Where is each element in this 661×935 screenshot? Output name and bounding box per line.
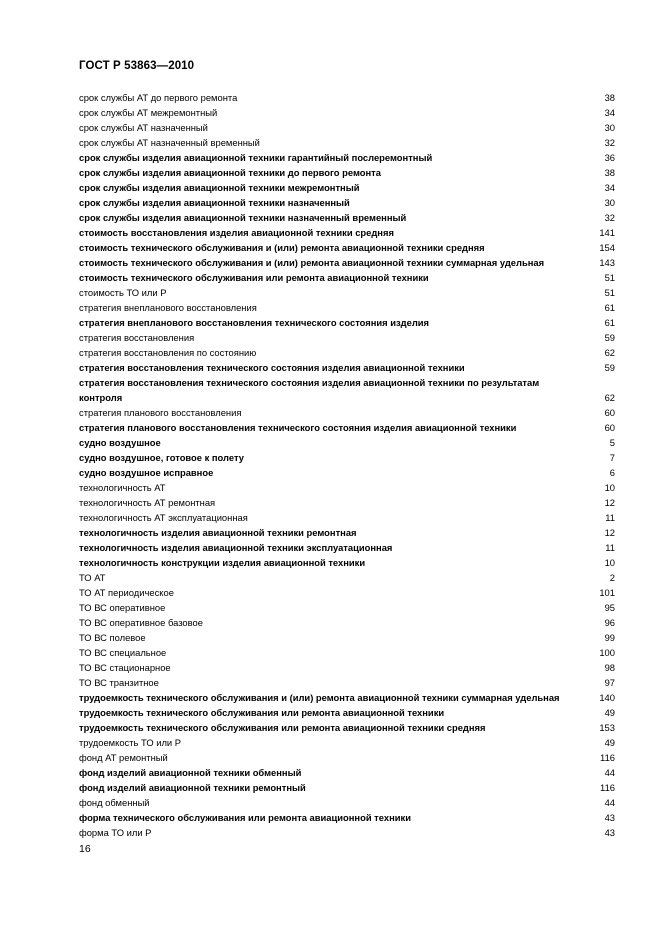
index-entry — [79, 135, 615, 150]
index-term: технологичность АТ — [79, 482, 166, 493]
index-term: форма ТО или Р — [79, 827, 152, 838]
index-page-ref: 5 — [609, 437, 615, 448]
index-term: срок службы изделия авиационной техники межремонтный — [79, 182, 360, 193]
index-term: стоимость технического обслуживания и (или) ремонта авиационной техники средняя — [79, 242, 485, 253]
index-entry — [79, 420, 615, 435]
index-page-ref: 62 — [604, 347, 615, 358]
index-list — [79, 90, 615, 840]
index-entry — [79, 165, 615, 180]
index-page-ref: 7 — [609, 452, 615, 463]
index-term: трудоемкость технического обслуживания и (или) ремонта авиационной техники суммарная удельная — [79, 692, 560, 703]
index-entry — [79, 540, 615, 555]
index-entry — [79, 735, 615, 750]
index-term: срок службы изделия авиационной техники назначенный — [79, 197, 350, 208]
index-page-ref: 36 — [604, 152, 615, 163]
index-page-ref: 153 — [599, 722, 615, 733]
index-term: ТО ВС оперативное базовое — [79, 617, 203, 628]
index-page-ref: 44 — [604, 767, 615, 778]
index-page-ref: 141 — [599, 227, 615, 238]
index-entry — [79, 285, 615, 300]
index-entry — [79, 375, 615, 405]
index-page-ref: 60 — [604, 422, 615, 433]
index-entry — [79, 240, 615, 255]
index-term: фонд изделий авиационной техники обменный — [79, 767, 302, 778]
index-term: судно воздушное исправное — [79, 467, 214, 478]
index-entry — [79, 105, 615, 120]
index-page-ref: 10 — [604, 557, 615, 568]
index-entry — [79, 765, 615, 780]
index-term: трудоемкость технического обслуживания или ремонта авиационной техники средняя — [79, 722, 486, 733]
index-term: стратегия восстановления технического состояния изделия авиационной техники по результатам контроля — [79, 377, 540, 403]
page-number: 16 — [79, 843, 91, 855]
index-entry — [79, 465, 615, 480]
index-term: фонд изделий авиационной техники ремонтный — [79, 782, 306, 793]
index-term: ТО АТ — [79, 572, 106, 583]
index-entry — [79, 660, 615, 675]
index-term: срок службы АТ назначенный временный — [79, 137, 260, 148]
index-page-ref: 97 — [604, 677, 615, 688]
index-entry — [79, 795, 615, 810]
index-page-ref: 96 — [604, 617, 615, 628]
index-term: трудоемкость технического обслуживания или ремонта авиационной техники — [79, 707, 445, 718]
index-page-ref: 101 — [599, 587, 615, 598]
index-page-ref: 6 — [609, 467, 615, 478]
index-page-ref: 10 — [604, 482, 615, 493]
index-page-ref: 51 — [604, 287, 615, 298]
index-page-ref: 12 — [604, 497, 615, 508]
index-entry — [79, 210, 615, 225]
index-page-ref: 30 — [604, 122, 615, 133]
index-page-ref: 98 — [604, 662, 615, 673]
index-entry — [79, 675, 615, 690]
index-entry — [79, 705, 615, 720]
index-page-ref: 12 — [604, 527, 615, 538]
index-page-ref: 44 — [604, 797, 615, 808]
index-entry — [79, 120, 615, 135]
index-term: стоимость технического обслуживания и (или) ремонта авиационной техники суммарная удельная — [79, 257, 545, 268]
index-page-ref: 143 — [599, 257, 615, 268]
index-term: фонд АТ ремонтный — [79, 752, 168, 763]
index-entry — [79, 180, 615, 195]
index-page-ref: 99 — [604, 632, 615, 643]
index-page-ref: 34 — [604, 182, 615, 193]
index-entry — [79, 645, 615, 660]
index-entry — [79, 195, 615, 210]
index-page-ref: 61 — [604, 302, 615, 313]
index-entry — [79, 315, 615, 330]
index-term: срок службы изделия авиационной техники гарантийный послеремонтный — [79, 152, 433, 163]
index-term: форма технического обслуживания или ремонта авиационной техники — [79, 812, 411, 823]
index-term: ТО ВС полевое — [79, 632, 146, 643]
index-page-ref: 49 — [604, 707, 615, 718]
index-entry — [79, 825, 615, 840]
index-page-ref: 34 — [604, 107, 615, 118]
index-entry — [79, 90, 615, 105]
index-page-ref: 38 — [604, 92, 615, 103]
index-entry — [79, 360, 615, 375]
index-entry — [79, 255, 615, 270]
index-term: трудоемкость ТО или Р — [79, 737, 182, 748]
index-term: технологичность изделия авиационной техники эксплуатационная — [79, 542, 393, 553]
index-term: технологичность конструкции изделия авиационной техники — [79, 557, 366, 568]
index-entry — [79, 330, 615, 345]
index-entry — [79, 555, 615, 570]
index-entry — [79, 480, 615, 495]
index-page-ref: 11 — [605, 542, 615, 553]
index-page-ref: 32 — [604, 137, 615, 148]
index-entry — [79, 150, 615, 165]
index-term: ТО ВС транзитное — [79, 677, 159, 688]
index-entry — [79, 525, 615, 540]
index-page-ref: 32 — [604, 212, 615, 223]
index-term: ТО АТ периодическое — [79, 587, 174, 598]
index-entry — [79, 810, 615, 825]
index-page-ref: 60 — [604, 407, 615, 418]
index-term: срок службы изделия авиационной техники назначенный временный — [79, 212, 407, 223]
index-term: срок службы АТ назначенный — [79, 122, 208, 133]
index-page-ref: 51 — [604, 272, 615, 283]
index-term: стоимость технического обслуживания или ремонта авиационной техники — [79, 272, 429, 283]
index-page-ref: 100 — [599, 647, 615, 658]
index-page-ref: 116 — [600, 782, 615, 793]
index-entry — [79, 750, 615, 765]
index-term: стратегия внепланового восстановления технического состояния изделия — [79, 317, 430, 328]
index-entry — [79, 300, 615, 315]
index-term: стратегия восстановления по состоянию — [79, 347, 257, 358]
document-header: ГОСТ Р 53863—2010 — [79, 60, 195, 72]
index-page-ref: 61 — [604, 317, 615, 328]
index-term: стратегия внепланового восстановления — [79, 302, 257, 313]
index-entry — [79, 585, 615, 600]
index-term: стратегия планового восстановления технического состояния изделия авиационной техники — [79, 422, 517, 433]
index-term: срок службы изделия авиационной техники до первого ремонта — [79, 167, 381, 178]
index-entry — [79, 435, 615, 450]
index-page-ref: 59 — [604, 332, 615, 343]
index-page-ref: 2 — [609, 572, 615, 583]
index-term: ТО ВС стационарное — [79, 662, 171, 673]
index-term: ТО ВС оперативное — [79, 602, 166, 613]
index-entry — [79, 615, 615, 630]
index-term: стоимость восстановления изделия авиационной техники средняя — [79, 227, 394, 238]
index-term: судно воздушное, готовое к полету — [79, 452, 245, 463]
index-term: срок службы АТ межремонтный — [79, 107, 218, 118]
index-term: ТО ВС специальное — [79, 647, 167, 658]
index-page-ref: 49 — [604, 737, 615, 748]
index-term: срок службы АТ до первого ремонта — [79, 92, 238, 103]
index-entry — [79, 720, 615, 735]
index-page-ref: 116 — [600, 752, 615, 763]
index-page-ref: 43 — [604, 827, 615, 838]
index-entry — [79, 690, 615, 705]
index-entry — [79, 495, 615, 510]
index-page-ref: 62 — [604, 392, 615, 403]
index-entry — [79, 780, 615, 795]
index-page-ref: 95 — [604, 602, 615, 613]
index-entry — [79, 570, 615, 585]
index-term: судно воздушное — [79, 437, 161, 448]
index-term: технологичность изделия авиационной техники ремонтная — [79, 527, 357, 538]
index-term: стоимость ТО или Р — [79, 287, 167, 298]
index-entry — [79, 630, 615, 645]
index-page-ref: 38 — [604, 167, 615, 178]
index-page-ref: 11 — [605, 512, 615, 523]
index-term: стратегия восстановления — [79, 332, 195, 343]
index-entry — [79, 225, 615, 240]
index-page-ref: 30 — [604, 197, 615, 208]
index-term: стратегия восстановления технического состояния изделия авиационной техники — [79, 362, 465, 373]
index-entry — [79, 345, 615, 360]
index-entry — [79, 405, 615, 420]
index-page-ref: 43 — [604, 812, 615, 823]
index-term: технологичность АТ ремонтная — [79, 497, 216, 508]
index-entry — [79, 510, 615, 525]
index-term: фонд обменный — [79, 797, 150, 808]
index-term: технологичность АТ эксплуатационная — [79, 512, 248, 523]
index-page-ref: 154 — [599, 242, 615, 253]
index-page-ref: 59 — [604, 362, 615, 373]
index-page-ref: 140 — [599, 692, 615, 703]
index-term: стратегия планового восстановления — [79, 407, 242, 418]
index-entry — [79, 450, 615, 465]
index-entry — [79, 600, 615, 615]
index-entry — [79, 270, 615, 285]
